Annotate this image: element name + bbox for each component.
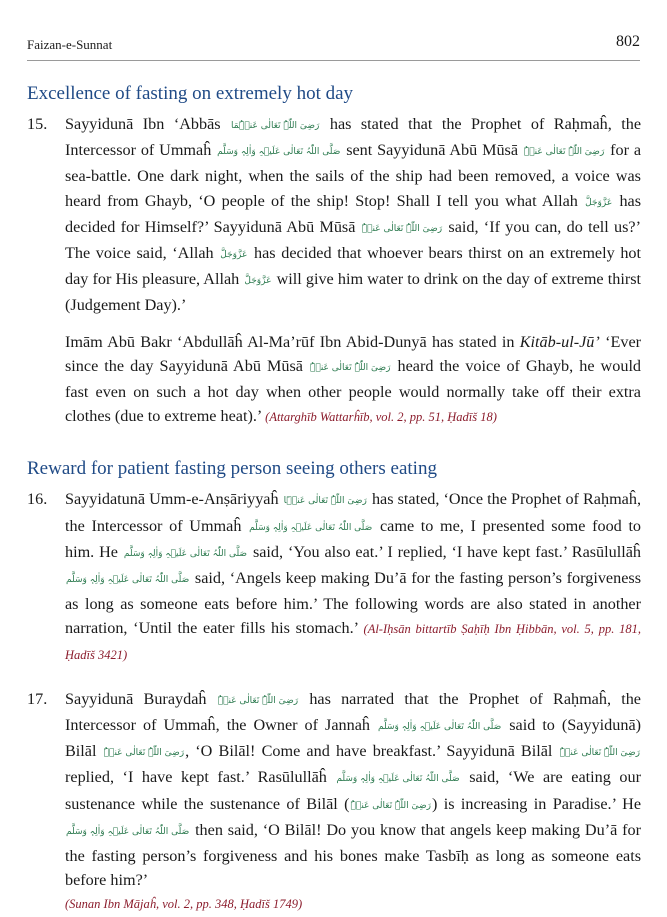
item-number: 15.	[27, 115, 48, 133]
item-number: 17.	[27, 689, 48, 708]
honorific-calligraphy: صَلَّی اللّٰہُ تَعَالٰی عَلَیۡہِ وَاٰلِہٖ وَسَلَّم	[66, 826, 190, 837]
page-number: 802	[616, 33, 640, 50]
honorific-calligraphy: صَلَّی اللّٰہُ تَعَالٰی عَلَیۡہِ وَاٰلِہٖ وَسَلَّم	[217, 147, 341, 158]
honorific-calligraphy: رَضِیَ اللّٰہُ تَعَالٰی عَنۡہُ	[217, 695, 299, 706]
section-heading-reward: Reward for patient fasting person seeing others eating	[27, 458, 437, 480]
hadith-16	[27, 487, 641, 666]
honorific-calligraphy: صَلَّی اللّٰہُ تَعَالٰی عَلَیۡہِ وَاٰلِہٖ وَسَلَّم	[249, 522, 373, 533]
citation: (Attarghīb Wattarĥīb, vol. 2, pp. 51, Ḥadīš 18)	[265, 410, 497, 425]
citation: (Al-Iḥsān bittartīb Ṣaḥīḥ Ibn Ḥibbān, vol. 5, pp. 181, Ḥadīš 3421)	[65, 622, 641, 662]
item-body: Sayyidunā Ibn ‘Abbās رَضِیَ اللّٰہُ تَعَالٰی عَنۡہُمَا has stated that the Prophet of Raḥmaĥ, the Intercessor of Ummaĥ صَلَّی اللّٰہُ تَعَالٰی عَلَیۡہِ وَاٰلِہٖ وَسَلَّم sent Sayyidunā Abū Mūsā رَضِیَ اللّٰہُ تَعَالٰی عَنۡہُ for a sea-battle. One dark night, when the sails of the ship had been removed, a voice was heard from Ghayb, ‘O people of the ship! Stop! Shall I tell you what Allah عَزَّوَجَلَّ has decided for Himself?’ Sayyidunā Abū Mūsā رَضِیَ اللّٰہُ تَعَالٰی عَنۡہُ said, ‘If you can, do tell us?’ The voice said, ‘Allah عَزَّوَجَلَّ has decided that whoever bears thirst on an extremely hot day for His pleasure, Allah عَزَّوَجَلَّ will give him water to drink on the day of extreme thirst (Judgement Day).’	[65, 115, 642, 315]
honorific-calligraphy: رَضِیَ اللّٰہُ تَعَالٰی عَنۡہُمَا	[231, 121, 320, 131]
honorific-calligraphy: صَلَّی اللّٰہُ تَعَالٰی عَلَیۡہِ وَاٰلِہٖ وَسَلَّم	[66, 575, 190, 586]
honorific-calligraphy: صَلَّی اللّٰہُ تَعَالٰی عَلَیۡہِ وَاٰلِہٖ وَسَلَّم	[336, 774, 460, 785]
honorific-calligraphy: عَزَّوَجَلَّ	[220, 250, 248, 261]
honorific-calligraphy: صَلَّی اللّٰہُ تَعَالٰی عَلَیۡہِ وَاٰلِہٖ وَسَلَّم	[123, 548, 248, 559]
honorific-calligraphy: رَضِیَ اللّٰہُ تَعَالٰی عَنۡہُ	[310, 362, 391, 373]
hadith-15	[27, 112, 641, 318]
commentary-paragraph: Imām Abū Bakr ‘Abdullāĥ Al-Ma’rūf Ibn Abid-Dunyā has stated in Kitāb-ul-Jū’ ‘Ever since the day Sayyidunā Abū Mūsā رَضِیَ اللّٰہُ تَعَالٰی عَنۡہُ heard the voice of Ghayb, he would fast even on such a hot day when other people would normally take off their extra clothes (due to extreme heat).’ (Attarghīb Wattarĥīb, vol. 2, pp. 51, Ḥadīš 18)	[65, 332, 642, 426]
header-rule	[27, 60, 640, 61]
item-number: 16.	[27, 490, 48, 509]
honorific-calligraphy: رَضِیَ اللّٰہُ تَعَالٰی عَنۡہُ	[350, 800, 431, 811]
hadith-17	[27, 687, 641, 917]
honorific-calligraphy: رَضِیَ اللّٰہُ تَعَالٰی عَنۡہُ	[523, 147, 605, 158]
honorific-calligraphy: رَضِیَ اللّٰہُ تَعَالٰی عَنۡہُ	[361, 223, 443, 234]
book-title: Kitāb-ul-Jū’	[519, 332, 600, 351]
item-body: Sayyidunā Buraydaĥ رَضِیَ اللّٰہُ تَعَالٰی عَنۡہُ has narrated that the Prophet of Raḥmaĥ, the Intercessor of Ummaĥ, the Owner of Jannaĥ صَلَّی اللّٰہُ تَعَالٰی عَلَیۡہِ وَاٰلِہٖ وَسَلَّم said to (Sayyidunā) Bilāl رَضِیَ اللّٰہُ تَعَالٰی عَنۡہُ, ‘O Bilāl! Come and have breakfast.’ Sayyidunā Bilāl رَضِیَ اللّٰہُ تَعَالٰی عَنۡہُ replied, ‘I have kept fast.’ Rasūlullāĥ صَلَّی اللّٰہُ تَعَالٰی عَلَیۡہِ وَاٰلِہٖ وَسَلَّم said, ‘We are eating our sustenance while the sustenance of Bilāl (رَضِیَ اللّٰہُ تَعَالٰی عَنۡہُ) is increasing in Paradise.’ He صَلَّی اللّٰہُ تَعَالٰی عَلَیۡہِ وَاٰلِہٖ وَسَلَّم then said, ‘O Bilāl! Do you know that angels keep making Du’ā for the fasting person’s forgiveness and his bones make Tasbīḥ as long as someone eats before him?’ (Sunan Ibn Mājaĥ, vol. 2, pp. 348, Ḥadīš 1749)	[65, 687, 641, 917]
honorific-calligraphy: رَضِیَ اللّٰہُ تَعَالٰی عَنۡہُ	[103, 748, 185, 759]
page-header	[27, 33, 640, 55]
item-body: Sayyidatunā Umm-e-Anṣāriyyaĥ رَضِیَ اللّٰہُ تَعَالٰی عَنۡہَا has stated, ‘Once the Prophet of Raḥmaĥ, the Intercessor of Ummaĥ صَلَّی اللّٰہُ تَعَالٰی عَلَیۡہِ وَاٰلِہٖ وَسَلَّم came to me, I presented some food to him. He صَلَّی اللّٰہُ تَعَالٰی عَلَیۡہِ وَاٰلِہٖ وَسَلَّم said, ‘You also eat.’ I replied, ‘I have kept fast.’ Rasūlullāĥ صَلَّی اللّٰہُ تَعَالٰی عَلَیۡہِ وَاٰلِہٖ وَسَلَّم said, ‘Angels keep making Du’ā for the fasting person’s forgiveness as long as someone eats before him.’ The following words are also stated in another narration, ‘Until the eater fills his stomach.’ (Al-Iḥsān bittartīb Ṣaḥīḥ Ibn Ḥibbān, vol. 5, pp. 181, Ḥadīš 3421)	[65, 490, 642, 662]
honorific-calligraphy: رَضِیَ اللّٰہُ تَعَالٰی عَنۡہُ	[559, 748, 640, 759]
honorific-calligraphy: رَضِیَ اللّٰہُ تَعَالٰی عَنۡہَا	[283, 496, 367, 507]
citation: (Sunan Ibn Mājaĥ, vol. 2, pp. 348, Ḥadīš 1749)	[65, 897, 303, 912]
section-heading-hot-day: Excellence of fasting on extremely hot day	[27, 83, 354, 104]
honorific-calligraphy: صَلَّی اللّٰہُ تَعَالٰی عَلَیۡہِ وَاٰلِہٖ وَسَلَّم	[378, 722, 502, 733]
running-title: Faizan-e-Sunnat	[27, 37, 113, 52]
page-content	[27, 82, 641, 917]
honorific-calligraphy: عَزَّوَجَلَّ	[244, 276, 272, 287]
honorific-calligraphy: عَزَّوَجَلَّ	[585, 197, 613, 208]
